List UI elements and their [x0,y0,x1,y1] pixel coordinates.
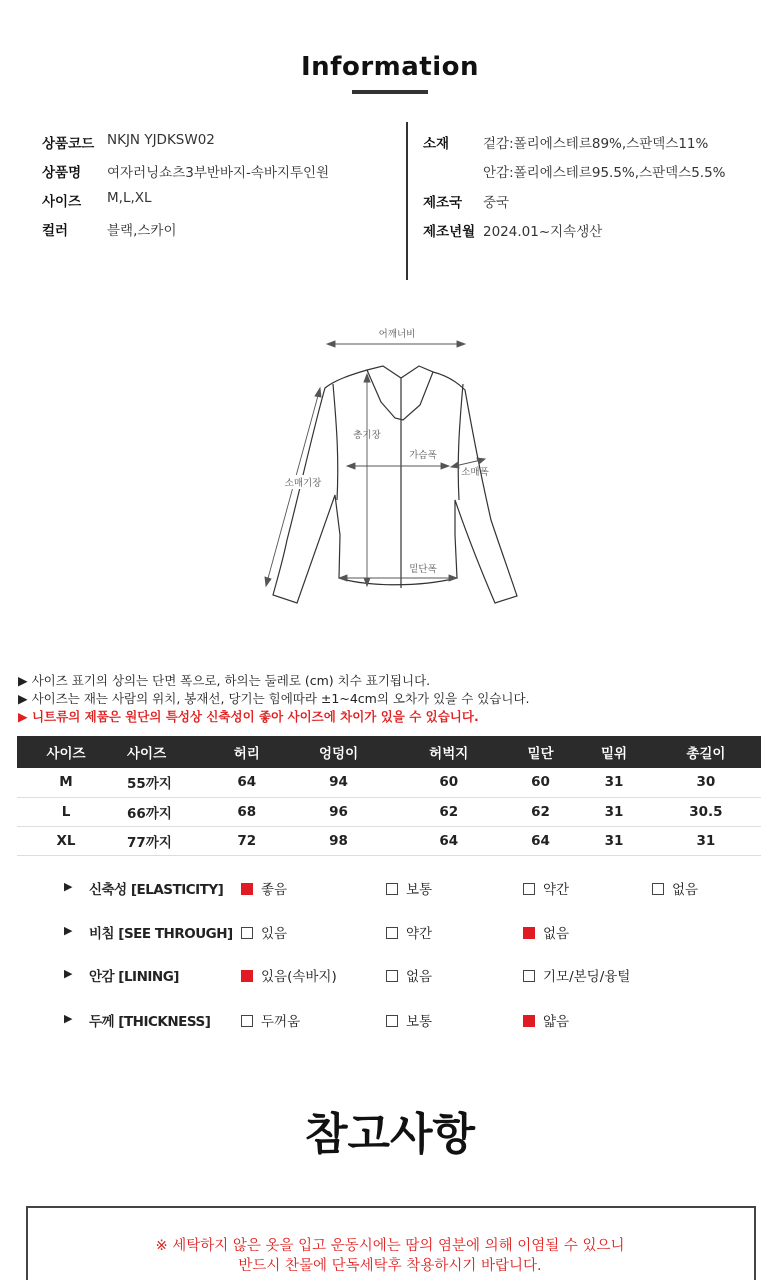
property-lining [0,965,780,985]
arrow-icon: ▶ [64,880,73,893]
option-label: 있음(속바지) [261,969,337,985]
option [241,878,287,898]
property-label: 두께 [THICKNESS] [89,1014,211,1030]
table-cell: 62 [504,797,577,826]
checkbox-icon [241,883,253,895]
checkbox-icon [386,883,398,895]
info-right [423,132,763,242]
material-outer: 겉감:폴리에스테르89%,스판덱스11% [483,136,709,152]
checkbox-icon [523,1015,535,1027]
property-label: 신축성 [ELASTICITY] [89,882,224,898]
table-cell: 31 [651,826,761,855]
note-1: ▶ 사이즈 표기의 상의는 단면 폭으로, 하의는 둘레로 (cm) 치수 표기됩니다. [18,673,431,688]
checkbox-icon [386,1015,398,1027]
table-header: 엉덩이 [283,736,393,768]
option [241,922,287,942]
note-3-warning: ▶ 니트류의 제품은 원단의 특성상 신축성이 좋아 사이즈에 차이가 있을 수 있습니다. [18,709,479,724]
table-header: 허벅지 [394,736,504,768]
checkbox-icon [241,1015,253,1027]
table-cell: 72 [210,826,283,855]
table-cell: 64 [394,826,504,855]
option-label: 얇음 [543,1014,570,1030]
info-key: 상품명 [42,165,82,181]
table-cell: 31 [577,826,650,855]
table-header: 사이즈 [115,736,210,768]
option-label: 약간 [543,882,570,898]
label-hem: 밑단폭 [409,564,437,575]
label-length: 총기장 [353,430,381,441]
property-label: 안감 [LINING] [89,969,179,985]
table-cell: 55까지 [115,768,210,797]
checkbox-icon [523,927,535,939]
property-elasticity [0,878,780,898]
info-key: 소재 [423,136,450,152]
option [523,965,630,985]
info-divider [406,122,408,280]
title-underline [352,90,428,94]
option-label: 보통 [406,1014,433,1030]
info-left [42,132,392,242]
table-cell: 64 [504,826,577,855]
reference-line-2: 반드시 찬물에 단독세탁후 착용하시기 바랍니다. [238,1258,542,1274]
table-cell: 30 [651,768,761,797]
option [523,878,569,898]
table-cell: 68 [210,797,283,826]
arrow-icon: ▶ [64,967,73,980]
checkbox-icon [652,883,664,895]
label-sleeve-width: 소매폭 [461,467,489,478]
checkbox-icon [241,927,253,939]
size-notes [18,672,530,726]
label-sleeve-length: 소매기장 [284,478,322,489]
option-label: 없음 [406,969,433,985]
table-header: 밑위 [577,736,650,768]
table-cell: M [17,768,115,797]
option [386,965,432,985]
info-value: 블랙,스카이 [107,223,177,239]
table-row [17,797,761,826]
option-label: 두꺼움 [261,1014,301,1030]
table-cell: 62 [394,797,504,826]
option-label: 있음 [261,926,288,942]
left-seam [333,384,338,500]
table-row [17,768,761,797]
table-cell: 60 [394,768,504,797]
option [523,1010,569,1030]
option-label: 좋음 [261,882,288,898]
info-value: 여자러닝쇼츠3부반바지-속바지투인원 [107,165,330,181]
checkbox-icon [386,927,398,939]
table-header: 사이즈 [17,736,115,768]
reference-line-1: ※ 세탁하지 않은 옷을 입고 운동시에는 땀의 염분에 의해 이염될 수 있으니 [155,1238,625,1254]
date-value: 2024.01~지속생산 [483,224,603,240]
table-row [17,826,761,855]
option-label: 없음 [672,882,699,898]
table-cell: 96 [283,797,393,826]
material-lining: 안감:폴리에스테르95.5%,스판덱스5.5% [483,165,726,181]
option-label: 보통 [406,882,433,898]
checkbox-icon [386,970,398,982]
option [652,878,698,898]
arrow-icon: ▶ [64,924,73,937]
info-key: 제조국 [423,195,463,211]
table-header: 총길이 [651,736,761,768]
table-header: 밑단 [504,736,577,768]
option [523,922,569,942]
property-see-through [0,922,780,942]
info-value: NKJN YJDKSW02 [107,132,215,148]
table-header: 허리 [210,736,283,768]
property-label: 비침 [SEE THROUGH] [89,926,233,942]
country-value: 중국 [483,195,510,211]
reference-title: 참고사항 [304,1109,475,1160]
option [241,1010,300,1030]
table-cell: 31 [577,768,650,797]
info-key: 사이즈 [42,194,82,210]
collar-shape [367,366,433,420]
info-key: 제조년월 [423,224,476,240]
table-cell: 66까지 [115,797,210,826]
label-shoulder: 어깨너비 [378,329,416,340]
checkbox-icon [523,883,535,895]
option-label: 없음 [543,926,570,942]
checkbox-icon [241,970,253,982]
size-table [17,736,761,856]
page-title: Information [300,52,480,82]
table-cell: 77까지 [115,826,210,855]
measurement-diagram [255,320,525,615]
option [386,878,432,898]
arrow-icon: ▶ [64,1012,73,1025]
info-value: M,L,XL [107,190,152,206]
table-cell: XL [17,826,115,855]
option-label: 기모/본딩/융털 [543,969,631,985]
note-2: ▶ 사이즈는 재는 사람의 위치, 봉재선, 당기는 힘에따라 ±1~4cm의 오차가 있을 수 있습니다. [18,691,530,706]
option [386,922,432,942]
right-seam [458,384,463,500]
table-cell: 98 [283,826,393,855]
table-cell: 30.5 [651,797,761,826]
table-cell: 64 [210,768,283,797]
table-cell: L [17,797,115,826]
label-chest: 가슴폭 [409,450,437,461]
option [386,1010,432,1030]
table-cell: 94 [283,768,393,797]
checkbox-icon [523,970,535,982]
table-cell: 31 [577,797,650,826]
info-key: 컬러 [42,223,69,239]
table-header-row [17,736,761,768]
reference-text [0,1236,780,1276]
option-label: 약간 [406,926,433,942]
option [241,965,337,985]
table-cell: 60 [504,768,577,797]
info-key: 상품코드 [42,136,95,152]
property-thickness [0,1010,780,1030]
